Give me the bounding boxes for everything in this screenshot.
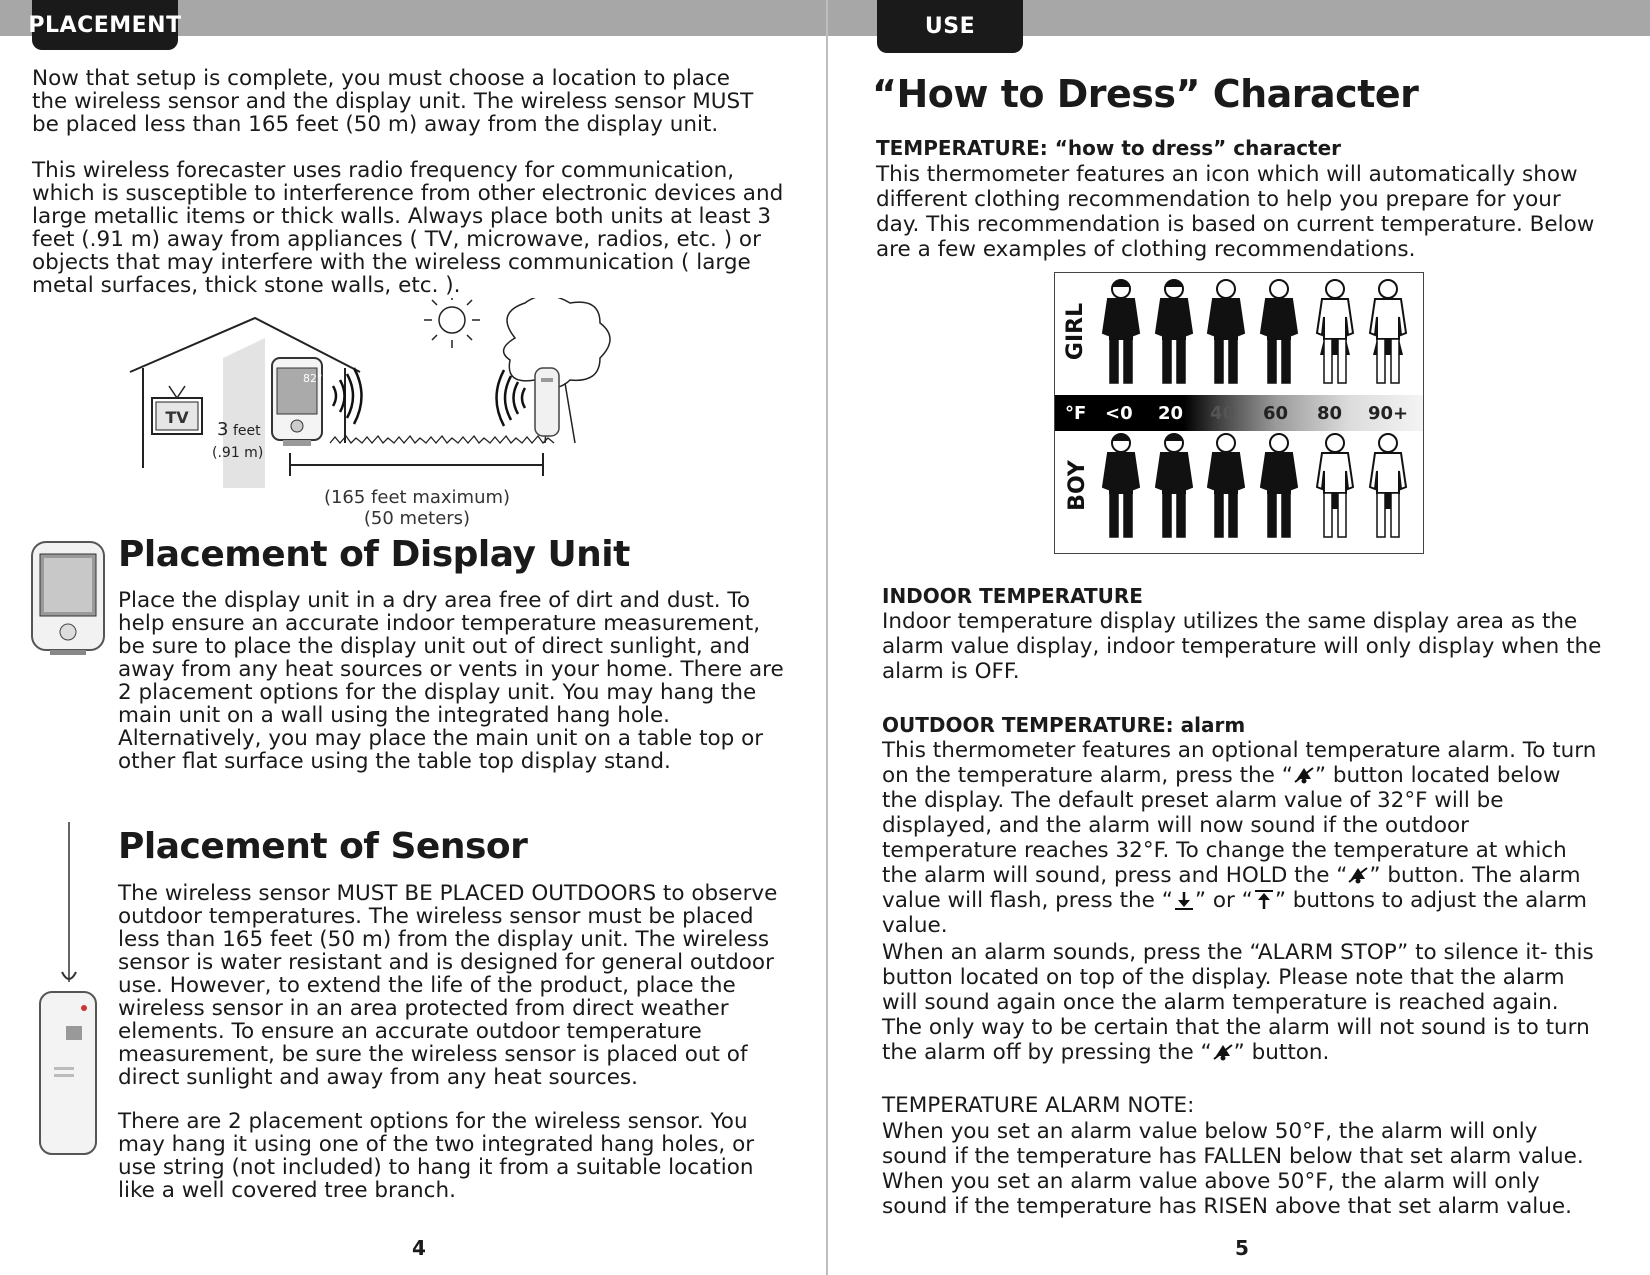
intro-paragraph-2: This wireless forecaster uses radio frequency for communication, which is susceptible to interference from other electronic devices and large metallic items or thick walls. Always place both units at least 3 feet (.91 m) away from appliances ( TV, microwave, radios, etc. ) or objects that may interfere with the wireless communication ( large metal surfaces, thick stone walls, etc. ).	[32, 158, 784, 298]
sensor-icon	[535, 368, 559, 436]
girl-figure	[1208, 280, 1244, 383]
sun-icon	[424, 298, 480, 348]
note-heading: TEMPERATURE ALARM NOTE:	[882, 1093, 1195, 1118]
display-unit-image	[30, 540, 106, 656]
tick-label: 20	[1158, 403, 1184, 424]
page-number-left: 4	[412, 1236, 426, 1260]
boy-figure	[1370, 434, 1406, 537]
display-unit-heading: Placement of Display Unit	[118, 534, 630, 575]
boy-figure	[1208, 434, 1244, 537]
temperature-heading: TEMPERATURE: “how to dress” character	[876, 136, 1342, 160]
outdoor-text-a: This thermometer features an optional temperature alarm. To turn on the temperature alarm, press the “	[882, 738, 1597, 788]
distance-value: 3	[217, 419, 229, 440]
bell-icon	[1293, 765, 1315, 785]
clothing-figures	[1055, 273, 1423, 553]
girl-figure	[1370, 280, 1406, 383]
girl-figure	[1156, 280, 1192, 383]
girl-figure	[1317, 280, 1353, 383]
tab-use: USE	[877, 0, 1023, 53]
outdoor-paragraph-1	[882, 738, 1602, 938]
tick-label: 80	[1317, 403, 1343, 424]
display-signal-icon	[333, 368, 362, 424]
page-title: “How to Dress” Character	[872, 72, 1419, 116]
outdoor-paragraph-2	[882, 940, 1602, 1065]
indoor-paragraph: Indoor temperature display utilizes the same display area as the alarm value display, indoor temperature will only display when the alarm is OFF.	[882, 609, 1602, 684]
note-paragraph: When you set an alarm value below 50°F, the alarm will only sound if the temperature has FALLEN below that set alarm value. When you set an alarm value above 50°F, the alarm will only sound if the temperature has RISEN above that set alarm value.	[882, 1119, 1584, 1219]
boy-figure	[1103, 434, 1139, 537]
display-unit-paragraph: Place the display unit in a dry area free of dirt and dust. To help ensure an accurate indoor temperature measurement, be sure to place the display unit out of direct sunlight, and away from any heat sources or vents in your home. There are 2 placement options for the display unit. You may hang the main unit on a wall using the integrated hang hole. Alternatively, you may place the main unit on a table top or other flat surface using the table top display stand.	[118, 588, 784, 774]
boy-figure	[1317, 434, 1353, 537]
distance-metric: (.91 m)	[212, 445, 264, 461]
girl-figure	[1261, 280, 1297, 383]
distance-unit: feet	[233, 423, 261, 439]
grass-line	[330, 436, 554, 443]
tv-label: TV	[165, 408, 189, 427]
unit-label: °F	[1065, 403, 1087, 424]
tick-label: <0	[1105, 403, 1133, 424]
bell-icon	[1347, 865, 1369, 885]
sensor-signal-icon	[497, 370, 526, 426]
boy-figure	[1261, 434, 1297, 537]
display-reading: 82°	[303, 372, 323, 385]
sensor-paragraph-2: There are 2 placement options for the wireless sensor. You may hang it using one of the two integrated hang holes, or use string (not included) to hang it from a suitable location like a well covered tree branch.	[118, 1109, 755, 1203]
girl-label: GIRL	[1063, 302, 1089, 361]
tab-placement: PLACEMENT	[32, 0, 178, 50]
tick-label: 60	[1263, 403, 1289, 424]
girl-figure	[1103, 280, 1139, 383]
intro-paragraph-1: Now that setup is complete, you must choose a location to place the wireless sensor and the display unit. The wireless sensor MUST be placed less than 165 feet (50 m) away from the display unit.	[32, 66, 754, 137]
page-number-right: 5	[1235, 1236, 1249, 1260]
placement-diagram	[125, 298, 645, 528]
boy-figure	[1156, 434, 1192, 537]
page-divider	[826, 0, 828, 1275]
outdoor-text-b: ” button located below the display. The default preset alarm value of 32°F will be displayed, and the alarm will now sound if the outdoor temperature reaches 32°F. To change the temperature at which the alarm will sound, press and HOLD the “	[882, 763, 1567, 888]
how-to-dress-chart	[1054, 272, 1424, 554]
outdoor-text-e: ” buttons to adjust the alarm value.	[882, 888, 1587, 938]
tick-label: 90+	[1368, 403, 1409, 424]
outdoor-heading: OUTDOOR TEMPERATURE: alarm	[882, 713, 1246, 737]
max-range-metric: (50 meters)	[363, 508, 471, 528]
down-arrow-icon	[1173, 890, 1195, 910]
sensor-image	[36, 822, 98, 1162]
bell-icon	[1212, 1042, 1234, 1062]
up-arrow-icon	[1253, 890, 1275, 910]
max-range-label: (165 feet maximum)	[323, 487, 511, 508]
outdoor-text-c: ” button. The alarm value will flash, press the “	[882, 863, 1581, 913]
outdoor-text-d: ” or “	[1194, 888, 1253, 913]
tick-label: 40	[1210, 403, 1236, 424]
indoor-heading: INDOOR TEMPERATURE	[882, 584, 1143, 608]
sensor-heading: Placement of Sensor	[118, 826, 528, 867]
sensor-paragraph-1: The wireless sensor MUST BE PLACED OUTDOORS to observe outdoor temperatures. The wireless sensor must be placed less than 165 feet (50 m) from the display unit. The wireless sensor is water resistant and is designed for general outdoor use. However, to extend the life of the product, place the wireless sensor in an area protected from direct weather elements. To ensure an accurate outdoor temperature measurement, be sure the wireless sensor is placed out of direct sunlight and away from any heat sources.	[118, 881, 778, 1090]
boy-label: BOY	[1064, 460, 1090, 511]
outdoor-text-f: When an alarm sounds, press the “ALARM STOP” to silence it- this button located on top of the display. Please note that the alarm will sound again once the alarm temperature is reached again. The only way to be certain that the alarm will not sound is to turn the alarm off by pressing the “	[882, 940, 1594, 1065]
temperature-paragraph: This thermometer features an icon which will automatically show different clothing recommendation to help you prepare for your day. This recommendation is based on current temperature. Below are a few examples of clothing recommendations.	[876, 162, 1595, 262]
outdoor-text-g: ” button.	[1233, 1040, 1330, 1065]
